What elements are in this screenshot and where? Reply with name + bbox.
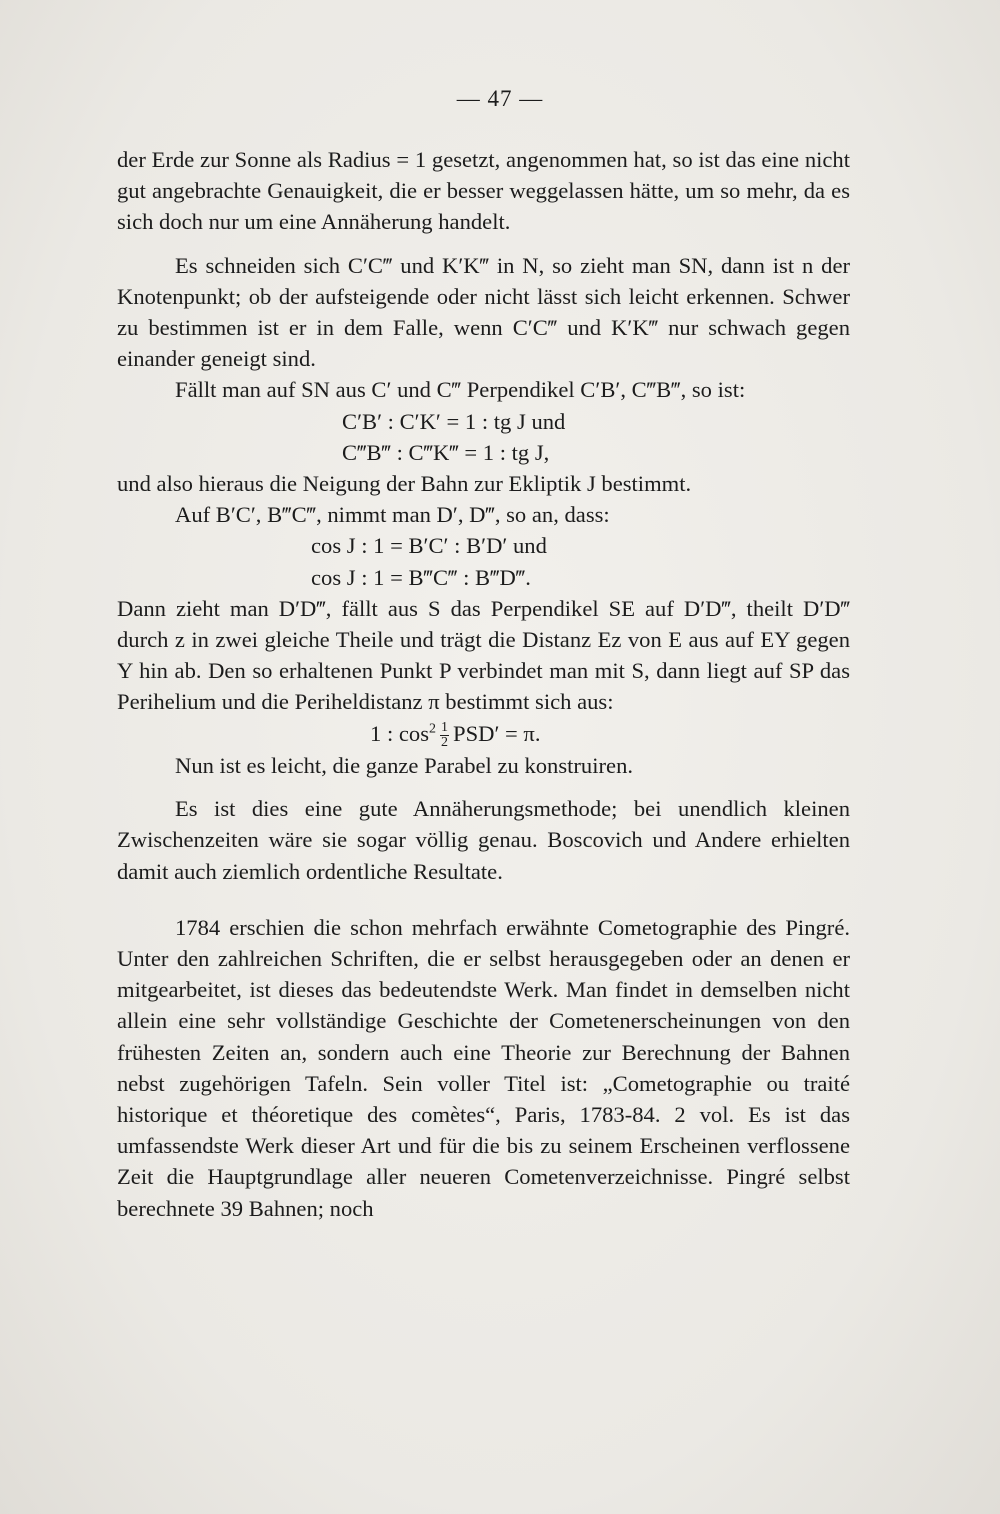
paragraph-1: der Erde zur Sonne als Radius = 1 gesetzt, angenommen hat, so ist das eine nicht gut angebrachte Genauigkeit, die er besser weggelassen hätte, um so mehr, da es sich doch nur um eine Annäherung handelt.: [117, 147, 850, 235]
formula-4: cos J : 1 = B‴C‴ : B‴D‴.: [311, 564, 531, 590]
paragraph-3: Fällt man auf SN aus C′ und C‴ Perpendikel C′B′, C‴B‴, so ist:: [175, 377, 746, 403]
formula-5-exponent: 2: [429, 721, 436, 737]
paragraph-9: 1784 erschien die schon mehrfach erwähnte Cometographie des Pingré. Unter den zahlreichen Schriften, die er selbst herausgegeben oder an denen er mitgearbeitet, ist dieses das bedeutendste Werk. Man findet in demselben nicht allein eine sehr vollständige Geschichte der Cometenerscheinungen von den frühesten Zeiten an, sondern auch eine Theorie zur Berechnung der Bahnen nebst zugehörigen Tafeln. Sein voller Titel ist: „Cometographie ou traité historique et théoretique des comètes“, Paris, 1783-84. 2 vol. Es ist das umfassendste Werk dieser Art und für die bis zu seinem Erscheinen verflossene Zeit die Hauptgrundlage aller neueren Cometenverzeichnisse. Pingré selbst berechnete 39 Bahnen; noch: [117, 914, 850, 1221]
paragraph-6: Dann zieht man D′D‴, fällt aus S das Perpendikel SE auf D′D‴, theilt D′D‴ durch z in zwei gleiche Theile und trägt die Distanz Ez von E aus auf EY gegen Y hin ab. Den so erhaltenen Punkt P verbindet man mit S, dann liegt auf SP das Perihelium und die Periheldistanz π bestimmt sich aus:: [117, 595, 850, 715]
formula-5: [117, 718, 850, 750]
formula-1: C′B′ : C′K′ = 1 : tg J und: [342, 408, 566, 434]
formula-5-start: 1 : cos: [370, 720, 429, 746]
fraction-numerator: 1: [441, 719, 448, 735]
paragraph-8: Es ist dies eine gute Annäherungsmethode; bei unendlich kleinen Zwischenzeiten wäre sie sogar völlig genau. Boscovich und Andere erhielten damit auch ziemlich ordentliche Resultate.: [117, 796, 850, 884]
body-text: [117, 144, 850, 1224]
paragraph-5: Auf B′C′, B‴C‴, nimmt man D′, D‴, so an, dass:: [175, 502, 610, 528]
formula-5-fraction: [440, 721, 449, 750]
paragraph-4: und also hieraus die Neigung der Bahn zur Ekliptik J bestimmt.: [117, 471, 692, 497]
paragraph-2: Es schneiden sich C′C‴ und K′K‴ in N, so zieht man SN, dann ist n der Knotenpunkt; ob der aufsteigende oder nicht lässt sich leicht erkennen. Schwer zu bestimmen ist er in dem Falle, wenn C′C‴ und K′K‴ nur schwach gegen einander geneigt sind.: [117, 252, 850, 372]
fraction-denominator: 2: [441, 734, 448, 750]
paragraph-7: Nun ist es leicht, die ganze Parabel zu konstruiren.: [175, 752, 634, 778]
formula-2: C‴B‴ : C‴K‴ = 1 : tg J,: [342, 439, 550, 465]
page-number: — 47 —: [456, 86, 544, 111]
formula-3: cos J : 1 = B′C′ : B′D′ und: [311, 533, 547, 559]
formula-5-end: PSD′ = π.: [453, 720, 541, 746]
